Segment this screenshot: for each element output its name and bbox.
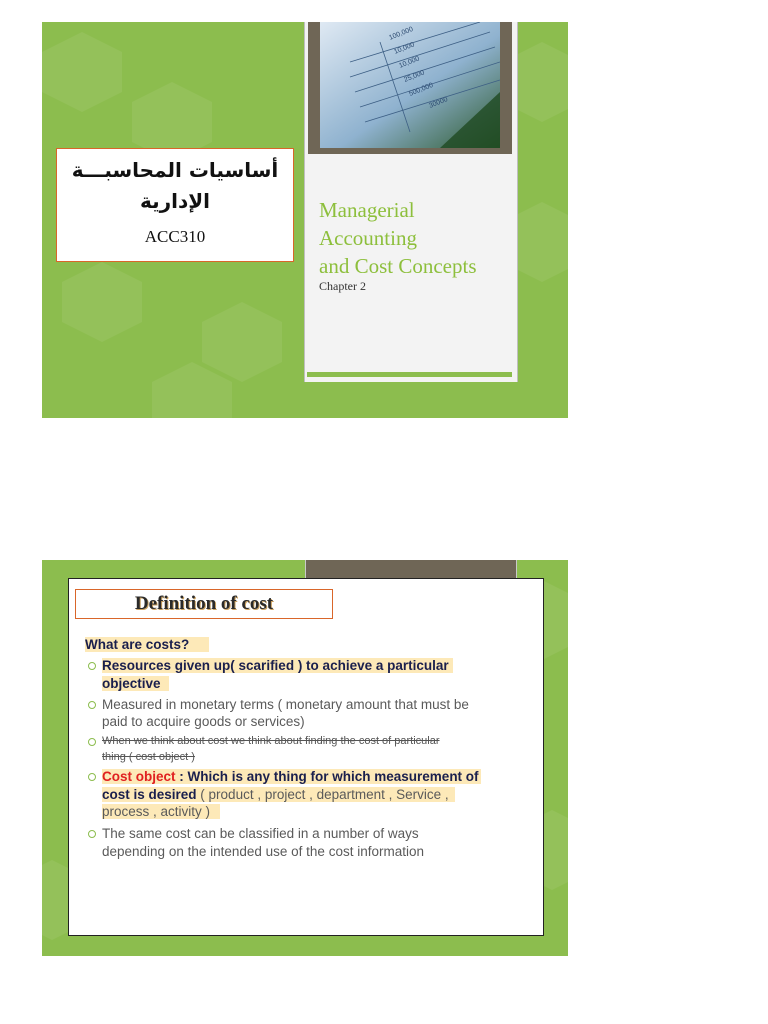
title-slide	[42, 22, 568, 418]
bullet-icon	[88, 773, 96, 781]
cost-object-term: Cost object	[102, 769, 176, 784]
bullet-measured-line1: Measured in monetary terms ( monetary amount that must be	[102, 697, 469, 712]
bullet-resources-line2: objective	[102, 676, 169, 691]
bullet-struck-line1: When we think about cost we think about finding the cost of particular	[102, 735, 440, 747]
bullet-question: What are costs?	[85, 637, 209, 652]
photo-number: 10,000	[398, 55, 421, 70]
bullet-icon	[88, 830, 96, 838]
photo-number: 10,000	[393, 41, 416, 56]
bullet-classification-line2: depending on the intended use of the cost information	[102, 844, 424, 859]
course-code: ACC310	[144, 227, 206, 246]
photo-number: 30000	[428, 96, 449, 110]
arabic-course-title: أساسيات المحاسبـــة الإدارية	[71, 158, 279, 213]
course-title-box	[56, 148, 294, 262]
slide-heading: Definition of cost	[134, 593, 274, 614]
photo-number: 500,000	[408, 81, 435, 98]
bullet-cost-object-line2	[102, 787, 455, 802]
title-line: and Cost Concepts	[319, 254, 477, 278]
cost-object-examples: ( product , project , department , Service ,	[196, 787, 449, 802]
bullet-icon	[88, 738, 96, 746]
spreadsheet-photo	[320, 22, 500, 148]
photo-number: 25,000	[403, 69, 426, 84]
bullet-icon	[88, 701, 96, 709]
photo-number: 100,000	[388, 25, 415, 42]
definition-slide	[42, 560, 568, 956]
cost-object-desired: cost is desired	[102, 787, 197, 802]
bullet-struck-line2: thing ( cost object )	[102, 751, 195, 763]
bullet-resources-line1: Resources given up( scarified ) to achieve a particular	[102, 658, 453, 673]
accent-bar	[307, 372, 512, 377]
title-line: Managerial	[319, 198, 415, 222]
spreadsheet-photo-frame	[308, 22, 512, 154]
bullet-icon	[45, 642, 53, 650]
bullet-measured-line2: paid to acquire goods or services)	[102, 714, 305, 729]
bullet-classification-line1: The same cost can be classified in a number of ways	[102, 826, 419, 841]
title-line: Accounting	[319, 226, 417, 250]
bullet-cost-object-line3: process , activity )	[102, 804, 220, 819]
heading-box	[75, 589, 333, 619]
chapter-label: Chapter 2	[319, 279, 366, 293]
bullet-icon	[88, 662, 96, 670]
cost-object-separator: :	[175, 769, 188, 784]
cost-object-definition: Which is any thing for which measurement of	[187, 769, 479, 784]
bullet-cost-object-line1	[102, 769, 481, 784]
presentation-title	[319, 196, 515, 280]
